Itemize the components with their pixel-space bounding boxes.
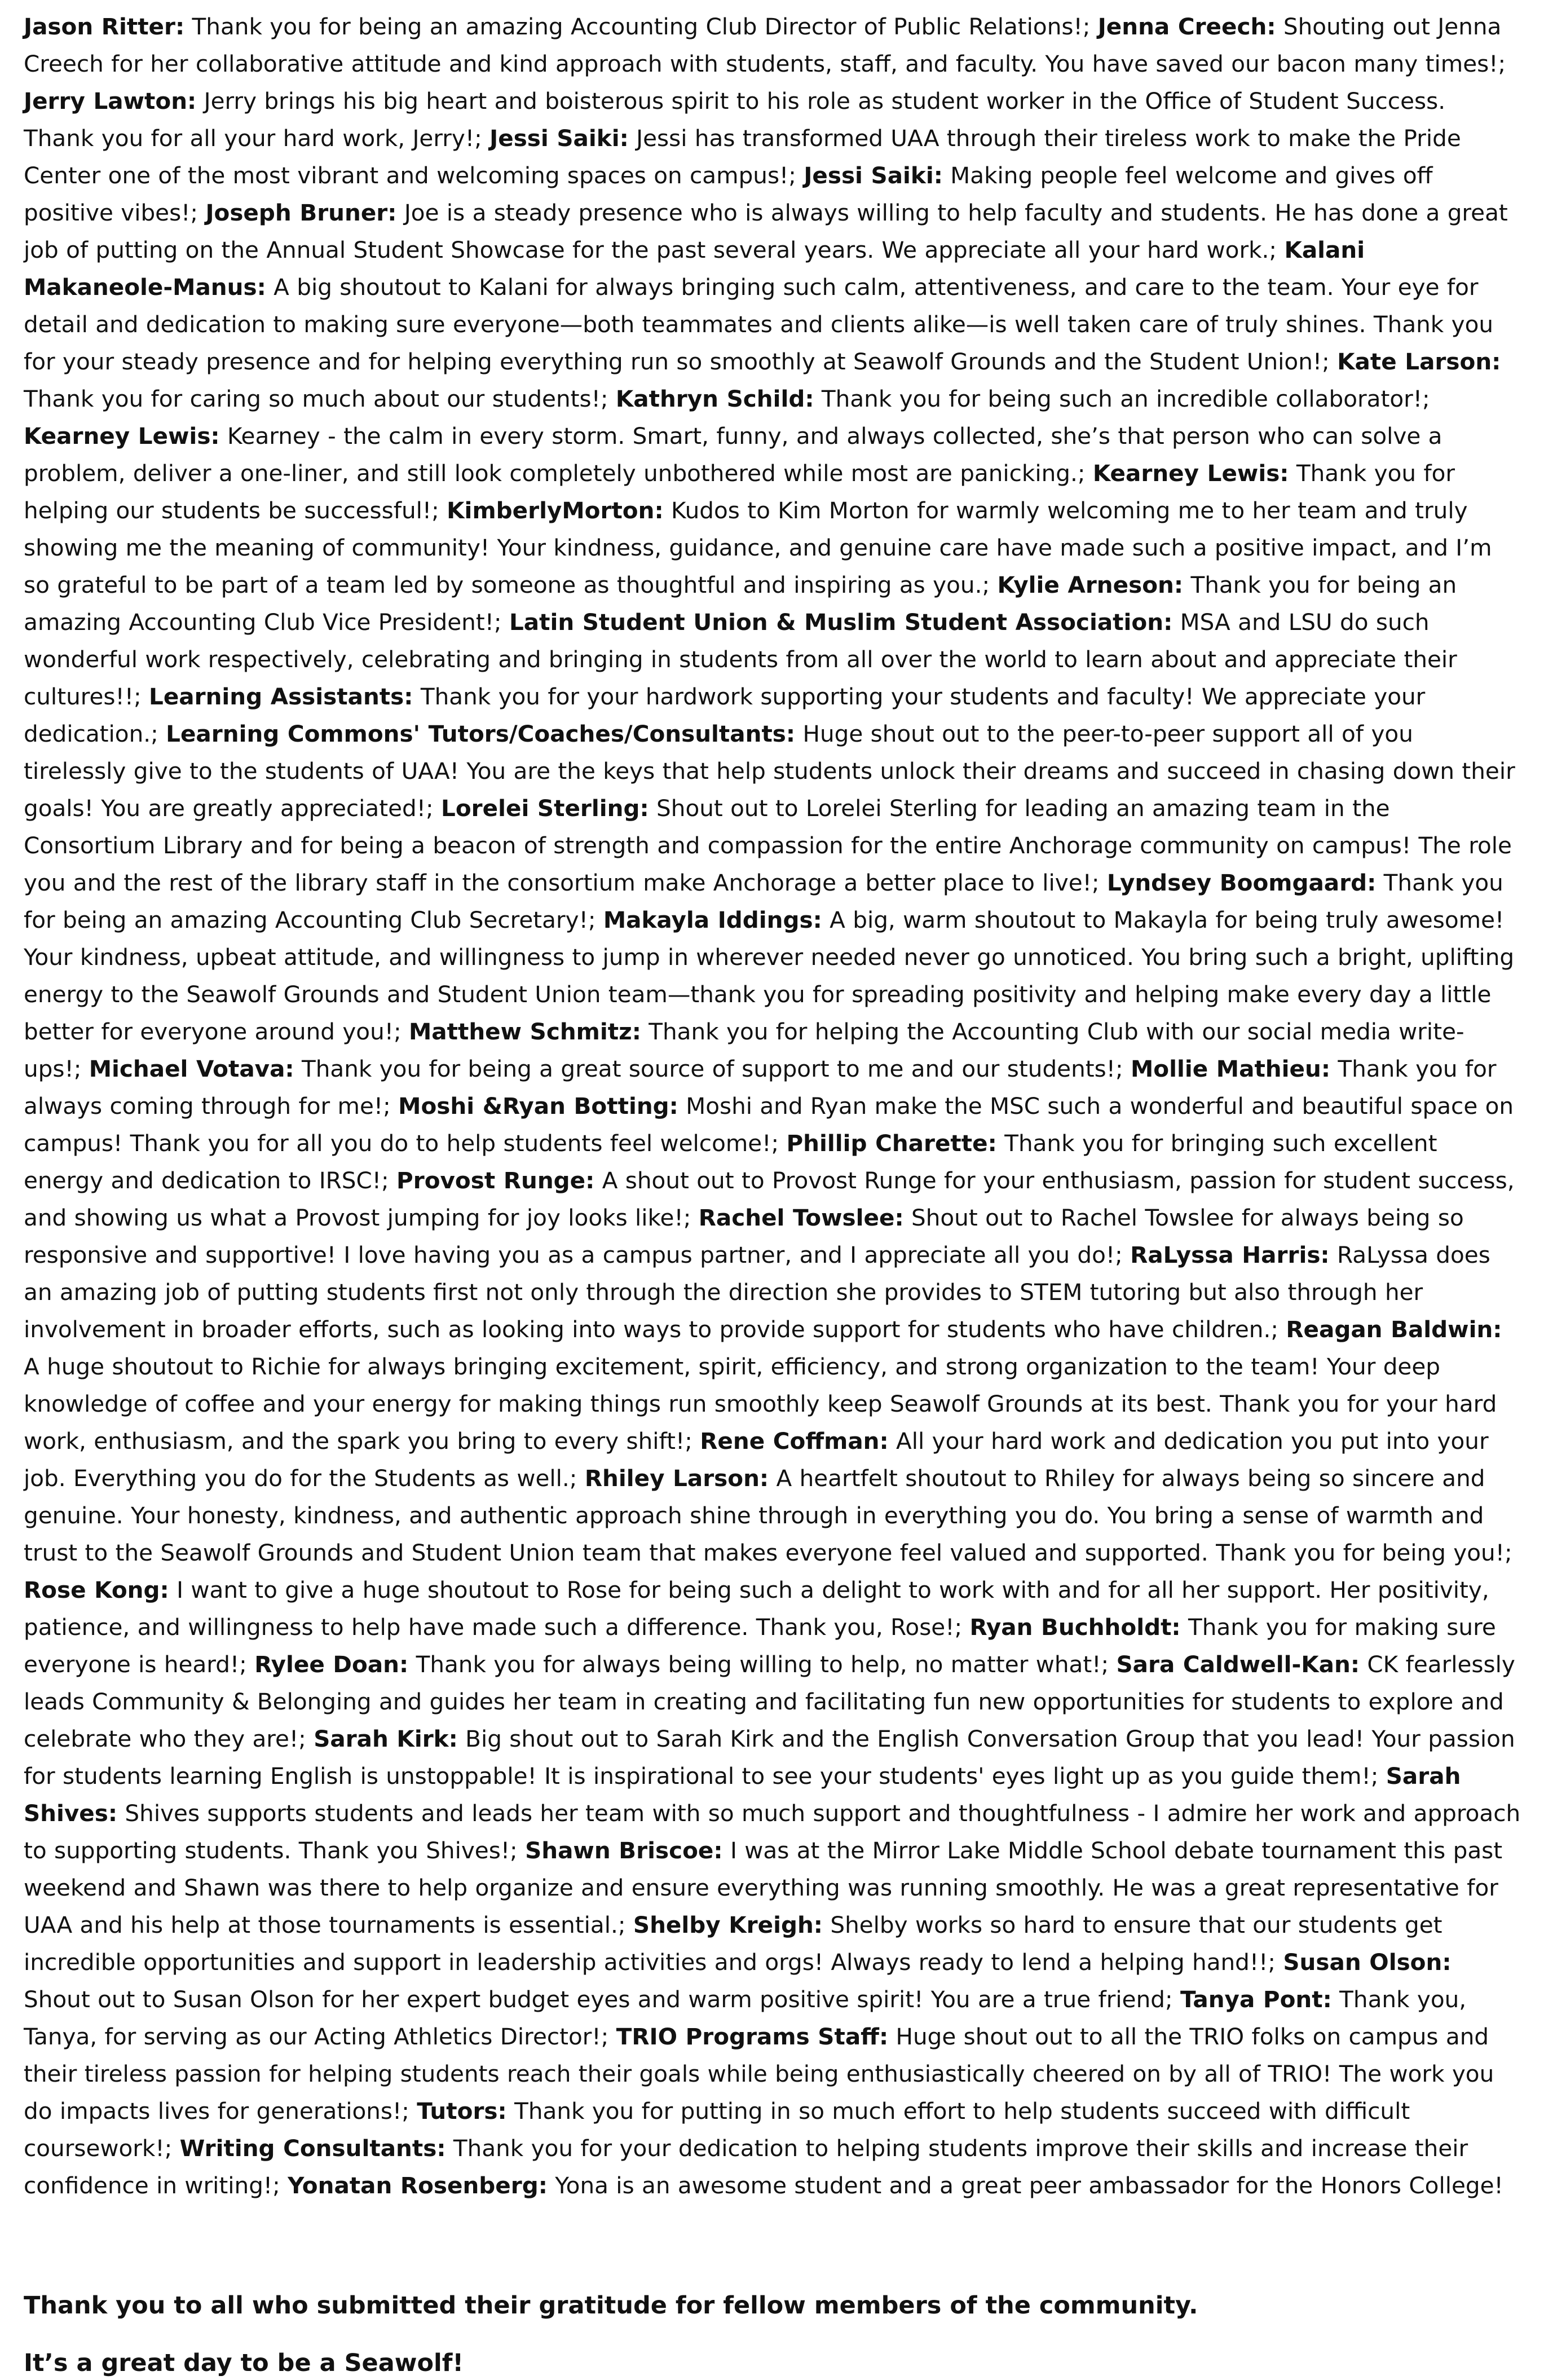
closing-section — [24, 2289, 1521, 2380]
shoutout-text: Big shout out to Sarah Kirk and the English Conversation Group that you lead! Your passion for students learning English is unstoppable! It is inspirational to see your students' eyes light up as you guide them!; — [24, 1725, 1515, 1790]
shoutout-name: Kathryn Schild: — [615, 385, 814, 412]
shoutout-name: Susan Olson: — [1283, 1949, 1452, 1976]
shoutout-name: RaLyssa Harris: — [1130, 1241, 1330, 1268]
shoutout-name: Jessi Saiki: — [804, 162, 943, 189]
shoutout-name: KimberlyMorton: — [447, 497, 664, 524]
shoutout-text: Thank you for your dedication to helping students improve their skills and increase their confidence in writing!; — [24, 2135, 1468, 2199]
closing-tagline: It’s a great day to be a Seawolf! — [24, 2349, 464, 2377]
shoutout-name: Rylee Doan: — [254, 1651, 409, 1678]
shoutout-name: Rene Coffman: — [700, 1427, 889, 1455]
shoutout-name: Tanya Pont: — [1180, 1986, 1332, 2013]
shoutout-text: I was at the Mirror Lake Middle School debate tournament this past weekend and Shawn was there to help organize and ensure everything was running smoothly. He was a great representative for UAA and his help at those tournaments is essential.; — [24, 1837, 1503, 1938]
shoutout-text: Thank you for being an amazing Accounting Club Director of Public Relations!; — [184, 13, 1098, 40]
shoutout-name: Phillip Charette: — [786, 1130, 997, 1157]
shoutout-text: Thank you for helping our students be successful!; — [24, 460, 1455, 524]
shoutout-text: Thank you for always being willing to help, no matter what!; — [408, 1651, 1117, 1678]
shoutout-text: All your hard work and dedication you put into your job. Everything you do for the Students as well.; — [24, 1427, 1489, 1492]
shoutout-text: Thank you for your hardwork supporting your students and faculty! We appreciate your dedication.; — [24, 683, 1426, 747]
shoutout-name: Kalani Makaneole-Manus: — [24, 236, 1365, 301]
document-page — [24, 8, 1521, 2380]
shoutout-name: Shelby Kreigh: — [633, 1911, 823, 1938]
shoutout-name: Provost Runge: — [396, 1167, 595, 1194]
shoutout-text: Thank you for helping the Accounting Club with our social media write-ups!; — [24, 1018, 1464, 1082]
shoutout-text: Thank you for making sure everyone is heard!; — [24, 1614, 1496, 1678]
shoutout-name: Latin Student Union & Muslim Student Association: — [509, 609, 1173, 636]
shoutout-text: Huge shout out to the peer-to-peer support all of you tirelessly give to the students of UAA! You are the keys that help students unlock their dreams and succeed in chasing down their goals! You are greatly appreciated!; — [24, 720, 1515, 822]
shoutout-text: Huge shout out to all the TRIO folks on campus and their tireless passion for helping students reach their goals while being enthusiastically cheered on by all of TRIO! The work you do impacts lives for generations!; — [24, 2023, 1494, 2125]
shoutout-name: Jason Ritter: — [24, 13, 185, 40]
shoutout-name: Lorelei Sterling: — [441, 795, 649, 822]
shoutout-name: Jessi Saiki: — [489, 125, 629, 152]
closing-thanks: Thank you to all who submitted their gratitude for fellow members of the community. — [24, 2291, 1198, 2320]
shoutout-text: Kudos to Kim Morton for warmly welcoming me to her team and truly showing me the meaning of community! Your kindness, guidance, and genuine care have made such a positive impact, and I’m so grateful to be part of a team led by someone as thoughtful and inspiring as you.; — [24, 497, 1492, 598]
shoutout-text: A heartfelt shoutout to Rhiley for always being so sincere and genuine. Your honesty, kindness, and authentic approach shine through in everything you do. You bring a sense of warmth and trust to the Seawolf Grounds and Student Union team that makes everyone feel valued and supported. Thank you for being you!; — [24, 1465, 1512, 1566]
shoutout-text: Shives supports students and leads her team with so much support and thoughtfulness - I admire her work and approach to supporting students. Thank you Shives!; — [24, 1800, 1521, 1864]
shoutout-name: Makayla Iddings: — [603, 906, 822, 933]
shoutout-text: Joe is a steady presence who is always willing to help faculty and students. He has done a great job of putting on the Annual Student Showcase for the past several years. We appreciate all your hard work.; — [24, 199, 1508, 263]
shoutout-text: Jessi has transformed UAA through their tireless work to make the Pride Center one of the most vibrant and welcoming spaces on campus!; — [24, 125, 1461, 189]
shoutout-name: Joseph Bruner: — [205, 199, 397, 226]
shoutout-paragraph — [24, 8, 1521, 2204]
shoutout-text: Thank you for being an amazing Accounting Club Vice President!; — [24, 571, 1457, 636]
shoutout-name: Michael Votava: — [89, 1055, 294, 1082]
shoutout-text: Thank you for always coming through for me!; — [24, 1055, 1497, 1120]
shoutout-name: Kate Larson: — [1337, 348, 1501, 375]
shoutout-text: RaLyssa does an amazing job of putting students first not only through the direction she provides to STEM tutoring but also through her involvement in broader efforts, such as looking into ways to provide support for students who have children.; — [24, 1241, 1490, 1343]
shoutout-text: CK fearlessly leads Community & Belonging and guides her team in creating and facilitating fun new opportunities for students to explore and celebrate who they are!; — [24, 1651, 1515, 1752]
shoutout-name: Rhiley Larson: — [584, 1465, 769, 1492]
shoutout-text: A shout out to Provost Runge for your enthusiasm, passion for student success, and showing us what a Provost jumping for joy looks like!; — [24, 1167, 1515, 1231]
shoutout-text: Thank you for being a great source of support to me and our students!; — [294, 1055, 1131, 1082]
shoutout-text: Moshi and Ryan make the MSC such a wonderful and beautiful space on campus! Thank you for all you do to help students feel welcome!; — [24, 1092, 1514, 1157]
shoutout-text: I want to give a huge shoutout to Rose for being such a delight to work with and for all her support. Her positivity, patience, and willingness to help have made such a difference. Thank you, Rose!; — [24, 1576, 1489, 1641]
shoutout-name: Learning Assistants: — [149, 683, 413, 710]
shoutout-text: Thank you for bringing such excellent energy and dedication to IRSC!; — [24, 1130, 1437, 1194]
shoutout-text: Yona is an awesome student and a great peer ambassador for the Honors College! — [547, 2172, 1503, 2199]
shoutout-name: Jenna Creech: — [1097, 13, 1276, 40]
shoutout-name: Kearney Lewis: — [24, 422, 220, 449]
shoutout-name: Matthew Schmitz: — [409, 1018, 641, 1045]
shoutout-text: Jerry brings his big heart and boisterous spirit to his role as student worker in the Office of Student Success. Thank you for all your hard work, Jerry!; — [24, 87, 1446, 152]
shoutout-name: Sara Caldwell-Kan: — [1116, 1651, 1360, 1678]
shoutout-name: Sarah Shives: — [24, 1762, 1461, 1827]
shoutout-name: Rose Kong: — [24, 1576, 169, 1603]
shoutout-text: Shouting out Jenna Creech for her collaborative attitude and kind approach with students, staff, and faculty. You have saved our bacon many times!; — [24, 13, 1506, 77]
shoutout-text: MSA and LSU do such wonderful work respectively, celebrating and bringing in students from all over the world to learn about and appreciate their cultures!!; — [24, 609, 1457, 710]
shoutout-text: A big, warm shoutout to Makayla for being truly awesome! Your kindness, upbeat attitude, and willingness to jump in wherever needed never go unnoticed. You bring such a bright, uplifting energy to the Seawolf Grounds and Student Union team—thank you for spreading positivity and helping make every day a little better for everyone around you!; — [24, 906, 1515, 1045]
shoutout-text: Shout out to Susan Olson for her expert budget eyes and warm positive spirit! You are a true friend; — [24, 1986, 1180, 2013]
shoutout-text: Thank you for putting in so much effort to help students succeed with difficult coursework!; — [24, 2097, 1410, 2162]
shoutout-name: Yonatan Rosenberg: — [288, 2172, 548, 2199]
shoutout-name: Rachel Towslee: — [698, 1204, 904, 1231]
shoutout-text: Thank you for being such an incredible collaborator!; — [814, 385, 1430, 412]
shoutout-name: TRIO Programs Staff: — [616, 2023, 889, 2050]
shoutout-name: Learning Commons' Tutors/Coaches/Consultants: — [166, 720, 796, 747]
shoutout-text: A huge shoutout to Richie for always bringing excitement, spirit, efficiency, and strong organization to the team! Your deep knowledge of coffee and your energy for making things run smoothly keep Seawolf Grounds at its best. Thank you for your hard work, enthusiasm, and the spark you bring to every shift!; — [24, 1353, 1497, 1455]
shoutout-name: Tutors: — [417, 2097, 507, 2125]
shoutout-name: Lyndsey Boomgaard: — [1106, 869, 1377, 896]
shoutout-name: Moshi &Ryan Botting: — [398, 1092, 678, 1120]
shoutout-name: Mollie Mathieu: — [1130, 1055, 1331, 1082]
shoutout-name: Reagan Baldwin: — [1286, 1316, 1502, 1343]
shoutout-text: Shelby works so hard to ensure that our students get incredible opportunities and support in leadership activities and orgs! Always ready to lend a helping hand!!; — [24, 1911, 1442, 1976]
shoutout-name: Jerry Lawton: — [24, 87, 197, 114]
shoutout-text: Making people feel welcome and gives off positive vibes!; — [24, 162, 1433, 226]
shoutout-name: Shawn Briscoe: — [525, 1837, 723, 1864]
shoutout-name: Kylie Arneson: — [997, 571, 1184, 598]
shoutout-text: Shout out to Rachel Towslee for always being so responsive and supportive! I love having you as a campus partner, and I appreciate all you do!; — [24, 1204, 1464, 1268]
shoutout-text: A big shoutout to Kalani for always bringing such calm, attentiveness, and care to the team. Your eye for detail and dedication to making sure everyone—both teammates and clients alike—is well taken care of truly shines. Thank you for your steady presence and for helping everything run so smoothly at Seawolf Grounds and the Student Union!; — [24, 274, 1494, 375]
shoutout-name: Kearney Lewis: — [1092, 460, 1289, 487]
shoutout-text: Thank you, Tanya, for serving as our Acting Athletics Director!; — [24, 1986, 1467, 2050]
shoutout-text: Thank you for being an amazing Accounting Club Secretary!; — [24, 869, 1503, 933]
shoutout-text: Shout out to Lorelei Sterling for leading an amazing team in the Consortium Library and for being a beacon of strength and compassion for the entire Anchorage community on campus! The role you and the rest of the library staff in the consortium make Anchorage a better place to live!; — [24, 795, 1512, 896]
shoutout-text: Thank you for caring so much about our students!; — [24, 385, 616, 412]
shoutout-text: Kearney - the calm in every storm. Smart, funny, and always collected, she’s that person who can solve a problem, deliver a one-liner, and still look completely unbothered while most are panicking.; — [24, 422, 1442, 487]
shoutout-name: Ryan Buchholdt: — [969, 1614, 1181, 1641]
shoutout-name: Sarah Kirk: — [314, 1725, 458, 1752]
shoutout-name: Writing Consultants: — [179, 2135, 446, 2162]
